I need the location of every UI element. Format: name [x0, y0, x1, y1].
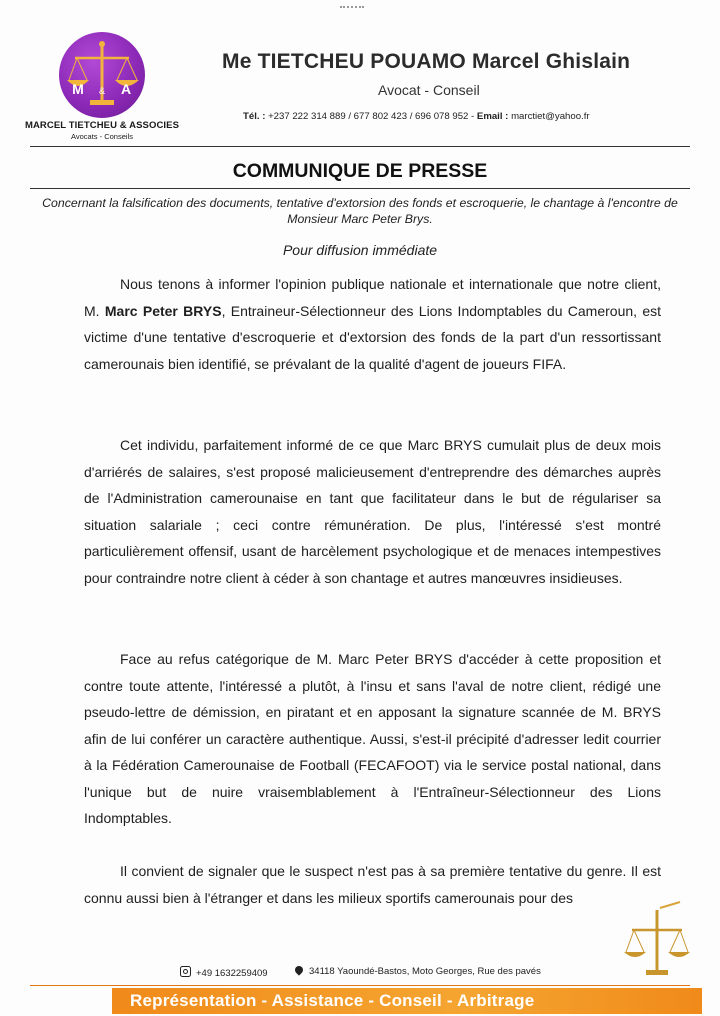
- logo-ampersand: &: [98, 86, 106, 96]
- paragraph-1-start: Nous tenons à informer l'opinion publique nationale et internationale que notre client, M.: [84, 276, 661, 319]
- paragraph-1: [84, 271, 661, 377]
- lawyer-name: Me TIETCHEU POUAMO Marcel Ghislain: [222, 50, 631, 73]
- document-subtitle: Concernant la falsification des documents, tentative d'extorsion des fonds et escroquerie, le chantage à l'encontre de Monsieur Marc Peter Brys.: [42, 196, 678, 226]
- scales-logo-icon: [59, 32, 145, 118]
- location-pin-icon: [293, 964, 304, 975]
- paragraph-2: [84, 432, 661, 591]
- footer-rule: [30, 985, 690, 986]
- instagram-icon: [180, 966, 191, 977]
- footer-phone: +49 1632259409: [196, 968, 268, 979]
- firm-subtitle: Avocats - Conseils: [71, 132, 133, 141]
- firm-name: MARCEL TIETCHEU & ASSOCIES: [24, 120, 180, 131]
- logo-letter-a: A: [120, 81, 132, 97]
- scales-of-justice-icon: [622, 900, 692, 980]
- header-rule-bottom: [30, 188, 690, 189]
- tel-numbers: +237 222 314 889 / 677 802 423 / 696 078 952 -: [268, 111, 475, 122]
- email-address[interactable]: marctiet@yahoo.fr: [511, 111, 590, 122]
- page-top-mark: [340, 6, 364, 10]
- paragraph-4-text: Il convient de signaler que le suspect n'est pas à sa première tentative du genre. Il est connu aussi bien à l'étranger et dans les milieux sportifs camerounais pour des: [84, 863, 661, 906]
- footer-address-text: 34118 Yaoundé-Bastos, Moto Georges, Rue des pavés: [309, 966, 541, 977]
- lawyer-title: Avocat - Conseil: [378, 82, 480, 98]
- footer-address: [295, 966, 541, 977]
- header-rule-top: [30, 146, 690, 147]
- paragraph-2-text: Cet individu, parfaitement informé de ce que Marc BRYS cumulait plus de deux mois d'arriérés de salaires, s'est proposé malicieusement d'entreprendre des démarches auprès de l'Administration camerounaise en tant que facilitateur dans le but de régulariser sa situation salariale ; ceci contre rémunération. De plus, l'intéressé s'est montré particulièrement offensif, usant de harcèlement psychologique et de menaces intempestives pour contraindre notre client à céder à son chantage et autres manœuvres insidieuses.: [84, 437, 661, 586]
- document-title: COMMUNIQUE DE PRESSE: [232, 160, 488, 182]
- footer-instagram: [180, 966, 268, 979]
- diffusion-note: Pour diffusion immédiate: [282, 242, 438, 258]
- contact-line: [243, 111, 590, 122]
- logo-letter-m: M: [72, 81, 84, 97]
- paragraph-1-rest: , Entraineur-Sélectionneur des Lions Indomptables du Cameroun, est victime d'une tentative d'escroquerie et d'extorsion des fonds de la part d'un ressortissant camerounais bien identifié, se prévalant de la qualité d'agent de joueurs FIFA.: [84, 302, 662, 372]
- client-name: Marc Peter BRYS: [104, 302, 222, 319]
- footer-band: Représentation - Assistance - Conseil - Arbitrage: [112, 988, 702, 1014]
- firm-logo: [22, 32, 182, 141]
- tel-label: Tél. :: [243, 111, 266, 122]
- paragraph-4: [84, 858, 661, 911]
- email-label: Email :: [476, 111, 509, 122]
- paragraph-3: [84, 646, 661, 832]
- paragraph-3-text: Face au refus catégorique de M. Marc Peter BRYS d'accéder à cette proposition et contre toute attente, l'intéressé a plutôt, à l'insu et sans l'aval de notre client, rédigé une pseudo-lettre de démission, en piratant et en apposant la signature scannée de M. BRYS afin de lui conférer un caractère authentique. Aussi, s'est-il précipité d'adresser ledit courrier à la Fédération Camerounaise de Football (FECAFOOT) via le service postal national, dans l'unique but de nuire vraisemblablement à l'Entraîneur-Sélectionneur des Lions Indomptables.: [84, 651, 661, 826]
